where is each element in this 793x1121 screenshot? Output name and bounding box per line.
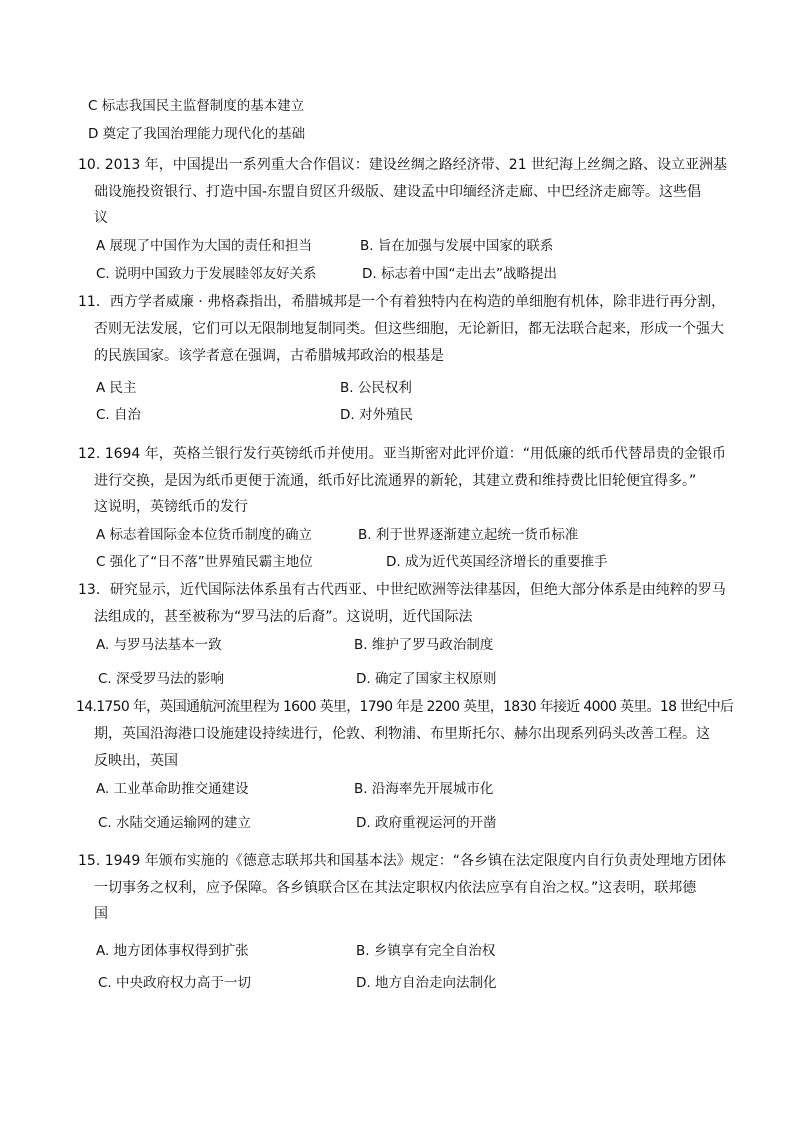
q10-option-c: C. 说明中国致力于发展睦邻友好关系: [96, 266, 317, 282]
q12-stem-line-2: 进行交换，是因为纸币更便于流通，纸币好比流通界的新轮，其建立费和维持费比旧轮便宜得多。”: [94, 473, 697, 489]
q10-option-a: A 展现了中国作为大国的责任和担当: [96, 238, 313, 254]
q10-option-b: B. 旨在加强与发展中国家的联系: [360, 238, 554, 254]
q13-stem-line-2: 法组成的，甚至被称为“罗马法的后裔”。这说明，近代国际法: [94, 609, 473, 625]
q11-stem-line-2: 否则无法发展，它们可以无限制地复制同类。但这些细胞，无论新旧，都无法联合起来，形成一个强大: [94, 321, 724, 337]
q11-option-a: A 民主: [96, 380, 137, 396]
q11-stem-line-1: 11．西方学者威廉 · 弗格森指出，希腊城邦是一个有着独特内在构造的单细胞有机体，除非进行再分割，: [78, 294, 726, 310]
q15-option-b: B. 乡镇享有完全自治权: [356, 943, 496, 959]
q13-option-a: A. 与罗马法基本一致: [96, 637, 222, 653]
q14-stem-line-2: 期，英国沿海港口设施建设持续进行，伦敦、利物浦、布里斯托尔、赫尔出现系列码头改善工程。这: [94, 726, 710, 742]
q12-stem-line-1: 12. 1694 年，英格兰银行发行英镑纸币并使用。亚当斯密对此评价道：“用低廉的纸币代替昂贵的金银币: [78, 446, 727, 462]
q15-option-c: C. 中央政府权力高于一切: [98, 975, 252, 991]
q14-option-c: C. 水陆交通运输网的建立: [98, 815, 252, 831]
q13-option-b: B. 维护了罗马政治制度: [354, 637, 494, 653]
q10-stem-line-2: 础设施投资银行、打造中国-东盟自贸区升级版、建设孟中印缅经济走廊、中巴经济走廊等。这些倡: [94, 184, 702, 200]
q10-stem-line-3: 议: [94, 210, 108, 226]
q12-option-a: A 标志着国际金本位货币制度的确立: [96, 527, 313, 543]
option-d-prev: D 奠定了我国治理能力现代化的基础: [88, 126, 306, 142]
q14-stem-line-1: 14.1750 年，英国通航河流里程为 1600 英里，1790 年是 2200 英里，1830 年接近 4000 英里。18 世纪中后: [76, 699, 734, 715]
q12-stem-line-3: 这说明，英镑纸币的发行: [94, 499, 248, 515]
q15-stem-line-1: 15. 1949 年颁布实施的《德意志联邦共和国基本法》规定：“各乡镇在法定限度内自行负责处理地方团体: [78, 853, 727, 869]
q11-option-c: C. 自治: [96, 407, 142, 423]
q13-option-c: C. 深受罗马法的影响: [98, 671, 225, 687]
q11-option-b: B. 公民权利: [340, 380, 412, 396]
q15-stem-line-3: 国: [94, 906, 108, 922]
option-c-prev: C 标志我国民主监督制度的基本建立: [88, 98, 305, 114]
q12-option-c: C 强化了“日不落”世界殖民霸主地位: [96, 554, 313, 570]
q14-stem-line-3: 反映出，英国: [94, 753, 178, 769]
q11-option-d: D. 对外殖民: [340, 407, 413, 423]
q12-option-b: B. 利于世界逐渐建立起统一货币标准: [358, 527, 579, 543]
q15-option-a: A. 地方团体事权得到扩张: [96, 943, 249, 959]
q13-stem-line-1: 13．研究显示，近代国际法体系虽有古代西亚、中世纪欧洲等法律基因，但绝大部分体系是由纯粹的罗马: [78, 582, 726, 598]
q10-option-d: D. 标志着中国“走出去”战略提出: [362, 266, 557, 282]
q15-option-d: D. 地方自治走向法制化: [356, 975, 497, 991]
q14-option-d: D. 政府重视运河的开凿: [356, 815, 497, 831]
q11-stem-line-3: 的民族国家。该学者意在强调，古希腊城邦政治的根基是: [94, 348, 444, 364]
q14-option-a: A. 工业革命助推交通建设: [96, 781, 249, 797]
q12-option-d: D. 成为近代英国经济增长的重要推手: [386, 554, 608, 570]
q14-option-b: B. 沿海率先开展城市化: [354, 781, 494, 797]
q13-option-d: D. 确定了国家主权原则: [356, 671, 497, 687]
q15-stem-line-2: 一切事务之权利，应予保障。各乡镇联合区在其法定职权内依法应享有自治之权。”这表明，联邦德: [94, 880, 697, 896]
q10-stem-line-1: 10. 2013 年，中国提出一系列重大合作倡议：建设丝绸之路经济带、21 世纪海上丝绸之路、设立亚洲基: [78, 157, 728, 173]
